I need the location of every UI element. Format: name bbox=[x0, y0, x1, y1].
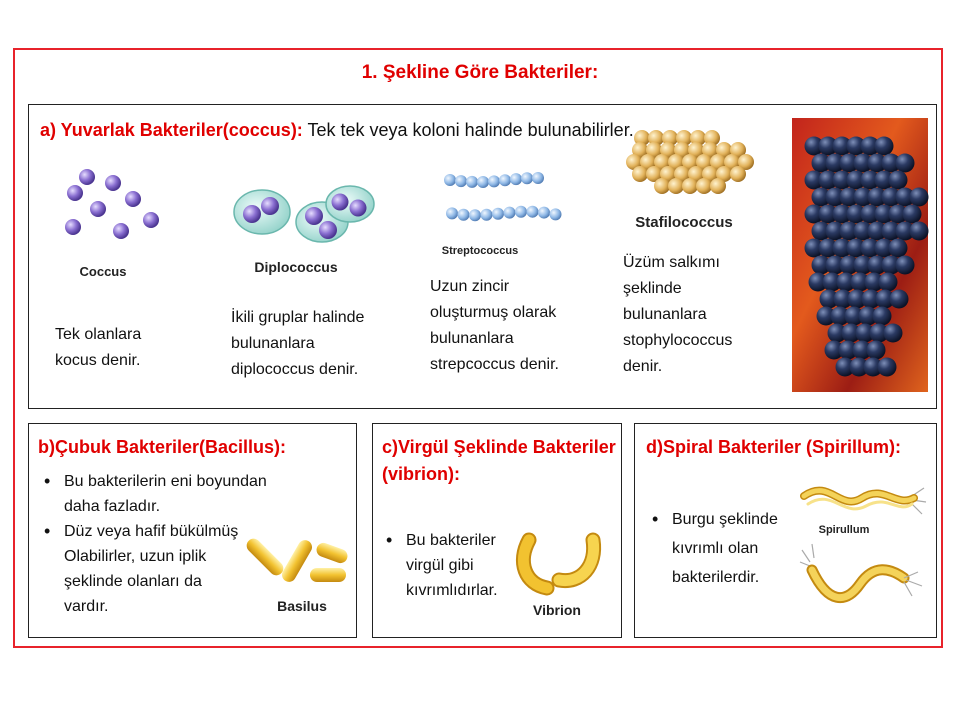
bullet-line: daha fazladır. bbox=[64, 498, 161, 515]
coccus-heading-subtitle: Tek tek veya koloni halinde bulunabilirler. bbox=[307, 120, 634, 140]
streptococcus-cell bbox=[504, 207, 516, 219]
diplococcus-description bbox=[231, 305, 364, 383]
bullet-line: vardır. bbox=[64, 598, 109, 615]
streptococcus-cell bbox=[455, 175, 467, 187]
desc-line: Üzüm salkımı bbox=[623, 254, 720, 271]
streptococcus-illustration bbox=[440, 168, 570, 233]
streptococcus-cell bbox=[499, 174, 511, 186]
diplococcus-cell bbox=[350, 200, 367, 217]
section-spirillum-heading: d)Spiral Bakteriler (Spirillum): bbox=[646, 437, 902, 457]
bullet-line: Düz veya hafif bükülmüş bbox=[64, 523, 239, 540]
grape-berry bbox=[910, 222, 929, 241]
section-bacillus-heading: b)Çubuk Bakteriler(Bacillus): bbox=[38, 437, 287, 457]
spirillum-illustration bbox=[800, 474, 928, 614]
streptococcus-cell bbox=[477, 176, 489, 188]
diplococcus-cell bbox=[305, 207, 323, 225]
spirillum-flagella bbox=[800, 544, 814, 566]
bacillus-rod bbox=[244, 536, 286, 578]
heading-line: c)Virgül Şeklinde Bakteriler bbox=[382, 437, 616, 457]
list-item bbox=[38, 519, 267, 619]
heading-line: (vibrion): bbox=[382, 464, 460, 484]
grape-berry bbox=[896, 154, 915, 173]
bullet-line: kıvrımlı olan bbox=[672, 540, 759, 557]
streptococcus-cell bbox=[532, 172, 544, 184]
streptococcus-cell bbox=[521, 172, 533, 184]
spirillum-bullets bbox=[646, 505, 778, 592]
streptococcus-cell bbox=[515, 206, 527, 218]
streptococcus-cell bbox=[481, 209, 493, 221]
streptococcus-cell bbox=[458, 209, 470, 221]
streptococcus-cell bbox=[469, 209, 481, 221]
desc-line: stophylococcus bbox=[623, 332, 733, 349]
bullet-line: şeklinde olanları da bbox=[64, 573, 202, 590]
diplococcus-label: Diplococcus bbox=[254, 259, 338, 275]
bullet-line: bakterilerdir. bbox=[672, 569, 760, 586]
stafilococcus-cell bbox=[632, 166, 648, 182]
list-item bbox=[380, 528, 498, 603]
grape-berry bbox=[903, 205, 922, 224]
desc-line: oluşturmuş olarak bbox=[430, 304, 557, 321]
coccus-illustration bbox=[55, 165, 175, 255]
coccus-heading-title: a) Yuvarlak Bakteriler(coccus): bbox=[40, 120, 303, 140]
desc-line: denir. bbox=[623, 358, 663, 375]
stafilococcus-label: Stafilococcus bbox=[635, 214, 733, 231]
grape-berry bbox=[910, 188, 929, 207]
coccus-cell bbox=[113, 223, 129, 239]
streptococcus-label: Streptococcus bbox=[441, 245, 519, 257]
coccus-cell bbox=[105, 175, 121, 191]
streptococcus-cell bbox=[492, 208, 504, 220]
desc-line: bulunanlara bbox=[623, 306, 707, 323]
coccus-cell bbox=[79, 169, 95, 185]
bullet-line: virgül gibi bbox=[406, 557, 474, 574]
bullet-line: Bu bakterilerin eni boyundan bbox=[64, 473, 267, 490]
streptococcus-cell bbox=[444, 174, 456, 186]
page-title: 1. Şekline Göre Bakteriler: bbox=[361, 62, 599, 83]
bullet-line: Burgu şeklinde bbox=[672, 511, 778, 528]
streptococcus-description bbox=[430, 274, 559, 378]
bacillus-illustration bbox=[244, 528, 354, 598]
streptococcus-cell bbox=[510, 173, 522, 185]
section-coccus-heading bbox=[40, 120, 634, 141]
grape-cluster-photo bbox=[792, 118, 928, 392]
diplococcus-cell bbox=[243, 205, 261, 223]
desc-line: bulunanlara bbox=[231, 335, 315, 352]
bullet-line: Olabilirler, uzun iplik bbox=[64, 548, 207, 565]
coccus-cell bbox=[143, 212, 159, 228]
streptococcus-cell bbox=[488, 175, 500, 187]
grape-berry bbox=[889, 171, 908, 190]
desc-line: şeklinde bbox=[623, 280, 682, 297]
vibrion-label: Vibrion bbox=[533, 602, 581, 618]
grape-berry bbox=[875, 137, 894, 156]
grape-berry bbox=[890, 290, 909, 309]
desc-line: kocus denir. bbox=[55, 352, 141, 369]
spirillum-label: Spirullum bbox=[818, 524, 870, 536]
grape-berry bbox=[867, 341, 886, 360]
diplococcus-cell bbox=[332, 194, 349, 211]
bullet-line: Bu bakteriler bbox=[406, 532, 496, 549]
bullet-line: kıvrımlıdırlar. bbox=[406, 582, 498, 599]
coccus-cell bbox=[90, 201, 106, 217]
grape-berry bbox=[884, 324, 903, 343]
desc-line: İkili gruplar halinde bbox=[231, 309, 365, 326]
coccus-cell bbox=[65, 219, 81, 235]
bacillus-rod bbox=[279, 538, 314, 585]
list-item bbox=[646, 505, 778, 592]
stafilococcus-cell bbox=[710, 178, 726, 194]
diplococcus-cell bbox=[261, 197, 279, 215]
desc-line: Uzun zincir bbox=[430, 278, 510, 295]
streptococcus-cell bbox=[538, 207, 550, 219]
grape-berry bbox=[889, 239, 908, 258]
stafilococcus-cell bbox=[696, 178, 712, 194]
coccus-cell bbox=[67, 185, 83, 201]
list-item bbox=[38, 469, 267, 519]
desc-line: Tek olanlara bbox=[55, 326, 142, 343]
desc-line: strepcoccus denir. bbox=[430, 356, 559, 373]
section-vibrion-heading bbox=[382, 434, 616, 488]
diplococcus-illustration bbox=[232, 178, 382, 258]
streptococcus-cell bbox=[446, 207, 458, 219]
vibrion-bullets bbox=[380, 528, 498, 603]
coccus-label: Coccus bbox=[79, 264, 127, 279]
desc-line: bulunanlara bbox=[430, 330, 514, 347]
bacillus-bullets bbox=[38, 469, 267, 619]
diplococcus-cell bbox=[319, 221, 337, 239]
coccus-cell bbox=[125, 191, 141, 207]
stafilococcus-cell bbox=[668, 178, 684, 194]
bacillus-label: Basilus bbox=[277, 598, 327, 614]
grape-berry bbox=[896, 256, 915, 275]
vibrion-illustration bbox=[515, 522, 615, 602]
grape-berry bbox=[878, 358, 897, 377]
stafilococcus-cell bbox=[730, 166, 746, 182]
stafilococcus-description bbox=[623, 250, 732, 380]
grape-berry bbox=[873, 307, 892, 326]
coccus-description bbox=[55, 322, 141, 374]
streptococcus-cell bbox=[466, 176, 478, 188]
bacillus-rod bbox=[310, 568, 346, 582]
stafilococcus-cell bbox=[654, 178, 670, 194]
stafilococcus-illustration bbox=[620, 128, 770, 203]
grape-berry bbox=[879, 273, 898, 292]
streptococcus-cell bbox=[550, 208, 562, 220]
desc-line: diplococcus denir. bbox=[231, 361, 359, 378]
stafilococcus-cell bbox=[682, 178, 698, 194]
bacillus-rod bbox=[315, 541, 350, 565]
diplococcus-capsule bbox=[234, 190, 290, 234]
streptococcus-cell bbox=[527, 206, 539, 218]
